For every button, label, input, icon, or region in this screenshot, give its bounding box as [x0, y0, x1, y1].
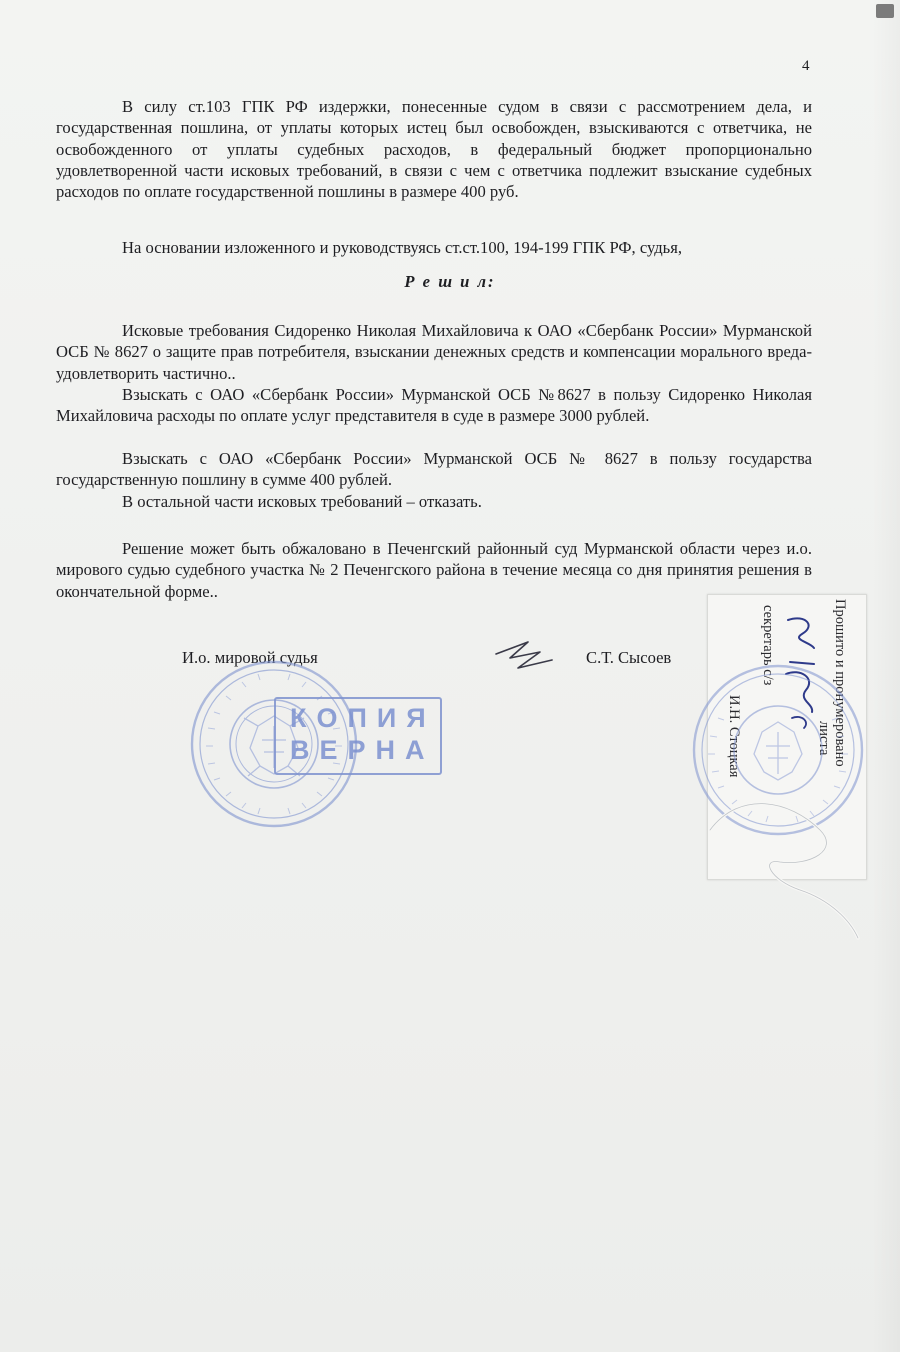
paragraph-refuse: В остальной части исковых требований – отказать.: [122, 492, 482, 511]
copy-stamp-line2: ВЕРНА: [290, 735, 435, 765]
paragraph-claims: Исковые требования Сидоренко Николая Михайловича к ОАО «Сбербанк России» Мурманской ОСБ № 8627 о защите прав потребителя, взыскании денежных средств и компенсации морального вреда- удовлетворить частично..: [56, 321, 812, 383]
decision-heading: Р е ш и л:: [404, 272, 496, 291]
judge-title: И.о. мировой судья: [182, 648, 318, 667]
corner-mark: [876, 4, 894, 18]
paragraph-costs: В силу ст.103 ГПК РФ издержки, понесенные судом в связи с рассмотрением дела, и государственная пошлина, от уплаты которых истец был освобожден, взыскиваются с ответчика, не освобожденного от уплаты судебных расходов, в федеральный бюджет пропорционально удовлетворенной части исковых требований, в связи с чем с ответчика подлежит взыскание судебных расходов по оплате государственной пошлины в размере 400 руб.: [56, 97, 812, 202]
binding-label-line3: секретарь с/з: [760, 605, 776, 686]
binding-label-line4: И.Н. Стоцкая: [726, 695, 742, 778]
handwritten-signature-icon: [488, 634, 558, 678]
copy-certified-stamp: [274, 697, 442, 775]
binding-label-line1: Прошито и пронумеровано: [832, 599, 848, 767]
paragraph-recover-duty: Взыскать с ОАО «Сбербанк России» Мурманской ОСБ № 8627 в пользу государства государственную пошлину в сумме 400 рублей.: [56, 449, 812, 490]
page-edge-shadow: [872, 0, 900, 1352]
paragraph-appeal: Решение может быть обжаловано в Печенгский районный суд Мурманской области через и.о. мирового судью судебного участка № 2 Печенгского района в течение месяца со дня принятия решения в окончательной форме..: [56, 539, 812, 601]
page-number: 4: [802, 58, 810, 74]
copy-stamp-line1: КОПИЯ: [290, 703, 436, 733]
paragraph-recover-representative: Взыскать с ОАО «Сбербанк России» Мурманской ОСБ №8627 в пользу Сидоренко Николая Михайловича расходы по оплате услуг представителя в суде в размере 3000 рублей.: [56, 385, 812, 426]
paragraph-grounds: На основании изложенного и руководствуясь ст.ст.100, 194-199 ГПК РФ, судья,: [122, 238, 683, 257]
binding-label-line2: листа: [816, 721, 832, 756]
binding-thread-icon: [700, 770, 860, 940]
judge-name: С.Т. Сысоев: [586, 648, 672, 667]
